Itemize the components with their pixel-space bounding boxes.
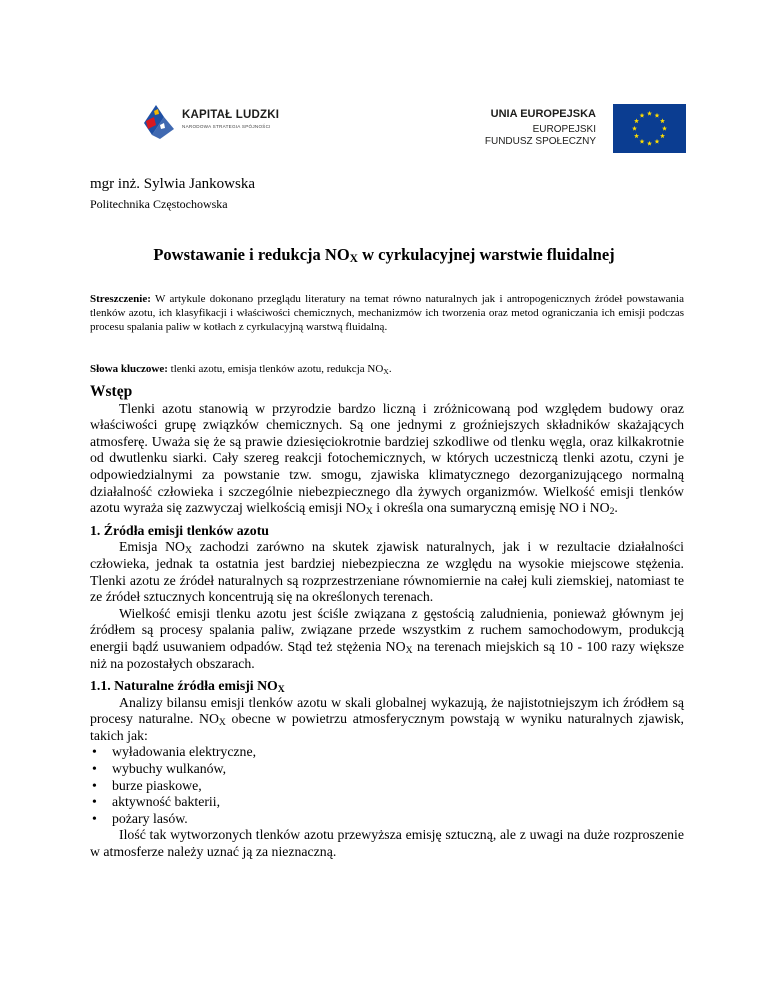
- keywords-label: Słowa kluczowe:: [90, 363, 168, 375]
- bullet-icon: •: [92, 761, 97, 777]
- section-1-heading: 1. Źródła emisji tlenków azotu: [90, 522, 269, 538]
- section-1-paragraph-1: Emisja $NO_X$ zachodzi zarówno na skutek zjawisk naturalnych, jak i w rezultacie działalności człowieka, jednak ta ostatnia jest bardziej niebezpieczna ze względu na wysokie miejscowe stężenia. Tlenki azotu ze źródeł naturalnych są rozprzestrzeniane równomiernie na całej kuli ziemskiej, natomiast te ze źródeł sztucznych koncentrują się na określonych terenach.: [90, 539, 684, 605]
- eu-flag-icon: [613, 104, 686, 153]
- author-affiliation: Politechnika Częstochowska: [90, 197, 228, 211]
- paper-title: Powstawanie i redukcja $NO_X$ w cyrkulacyjnej warstwie fluidalnej: [153, 245, 615, 265]
- eu-logo-line2: EUROPEJSKI: [532, 124, 596, 135]
- intro-heading: Wstęp: [90, 383, 133, 400]
- kapital-ludzki-subtitle: NARODOWA STRATEGIA SPÓJNOŚCI: [182, 124, 271, 129]
- bullet-icon: •: [92, 794, 97, 810]
- intro-section: [90, 384, 684, 861]
- bullet-icon: •: [92, 777, 97, 793]
- abstract-text: Streszczenie: W artykule dokonano przeglądu literatury na temat równo naturalnych jak i antropogenicznych źródeł powstawania tlenków azotu, ich klasyfikacji i właściwości chemicznych, mechanizmów ich tworzenia oraz metod ograniczania ich emisji podczas procesu spalania paliw w kotłach z cyrkulacyjną warstwą fluidalną.: [90, 293, 684, 334]
- eu-logo-line3: FUNDUSZ SPOŁECZNY: [484, 136, 596, 147]
- natural-sources-list: [90, 744, 684, 827]
- section-1-1-heading: 1.1. Naturalne źródła emisji $NO_X$: [90, 678, 285, 696]
- intro-paragraph: Tlenki azotu stanowią w przyrodzie bardzo liczną i zróżnicowaną pod względem budowy oraz właściwości grupę związków chemicznych. Są one jednymi z groźniejszych składników skażających atmosferę. Uważa się że są prawie dziesięciokrotnie bardziej szkodliwe od tlenku węgla, oraz kilkakrotnie od dwutlenku siarki. Cały szereg reakcji fotochemicznych, w których uczestniczą tlenki azotu, czyni je odpowiedzialnymi za powstanie tzw. smogu, zjawiska klimatycznego dezorganizującego normalną działalność człowieka i szczególnie niebezpiecznego dla żywych organizmów. Wielkość emisji tlenków azotu wyraża się zazwyczaj wielkością emisji $NO_X$ i określa ona sumaryczną emisję NO i $NO_2$.: [90, 400, 684, 518]
- section-1-1-paragraph-1: Analizy bilansu emisji tlenków azotu w skali globalnej wykazują, że najistotniejszym ich źródłem są procesy naturalne. $NO_X$ obecne w powietrzu atmosferycznym powstają w wyniku naturalnych zjawisk, takich jak:: [90, 694, 684, 743]
- section-1-paragraph-2: Wielkość emisji tlenku azotu jest ściśle związana z gęstością zaludnienia, ponieważ głównym jej źródłem są procesy spalania paliw, związane przede wszystkim z ruchem samochodowym, produkcją energii bądź usuwaniem odpadów. Stąd też stężenia $NO_X$ na terenach miejskich są 10 - 100 razy większe niż na pozostałych obszarach.: [90, 605, 684, 671]
- kapital-ludzki-emblem-icon: [142, 103, 176, 141]
- list-item: • aktywność bakterii,: [92, 794, 221, 810]
- list-item: • pożary lasów.: [92, 810, 188, 826]
- list-item: • burze piaskowe,: [92, 777, 202, 793]
- kapital-ludzki-logo: [142, 103, 302, 143]
- abstract-label: Streszczenie:: [90, 293, 151, 305]
- list-item: • wybuchy wulkanów,: [92, 761, 227, 777]
- keywords: Słowa kluczowe: tlenki azotu, emisja tlenków azotu, redukcja $NO_X$.: [90, 363, 392, 376]
- list-item: • wyładowania elektryczne,: [92, 744, 257, 760]
- kapital-ludzki-title: KAPITAŁ LUDZKI: [182, 109, 280, 121]
- eu-logo-line1: UNIA EUROPEJSKA: [490, 108, 596, 120]
- abstract: [90, 292, 684, 335]
- eu-logo: [480, 104, 686, 150]
- bullet-icon: •: [92, 810, 97, 826]
- section-1-1-paragraph-2: Ilość tak wytworzonych tlenków azotu przewyższa emisję sztuczną, ale z uwagi na duże rozproszenie w atmosferze należy uznać ją za nieznaczną.: [90, 827, 684, 860]
- bullet-icon: •: [92, 744, 97, 760]
- author-name: mgr inż. Sylwia Jankowska: [90, 176, 255, 192]
